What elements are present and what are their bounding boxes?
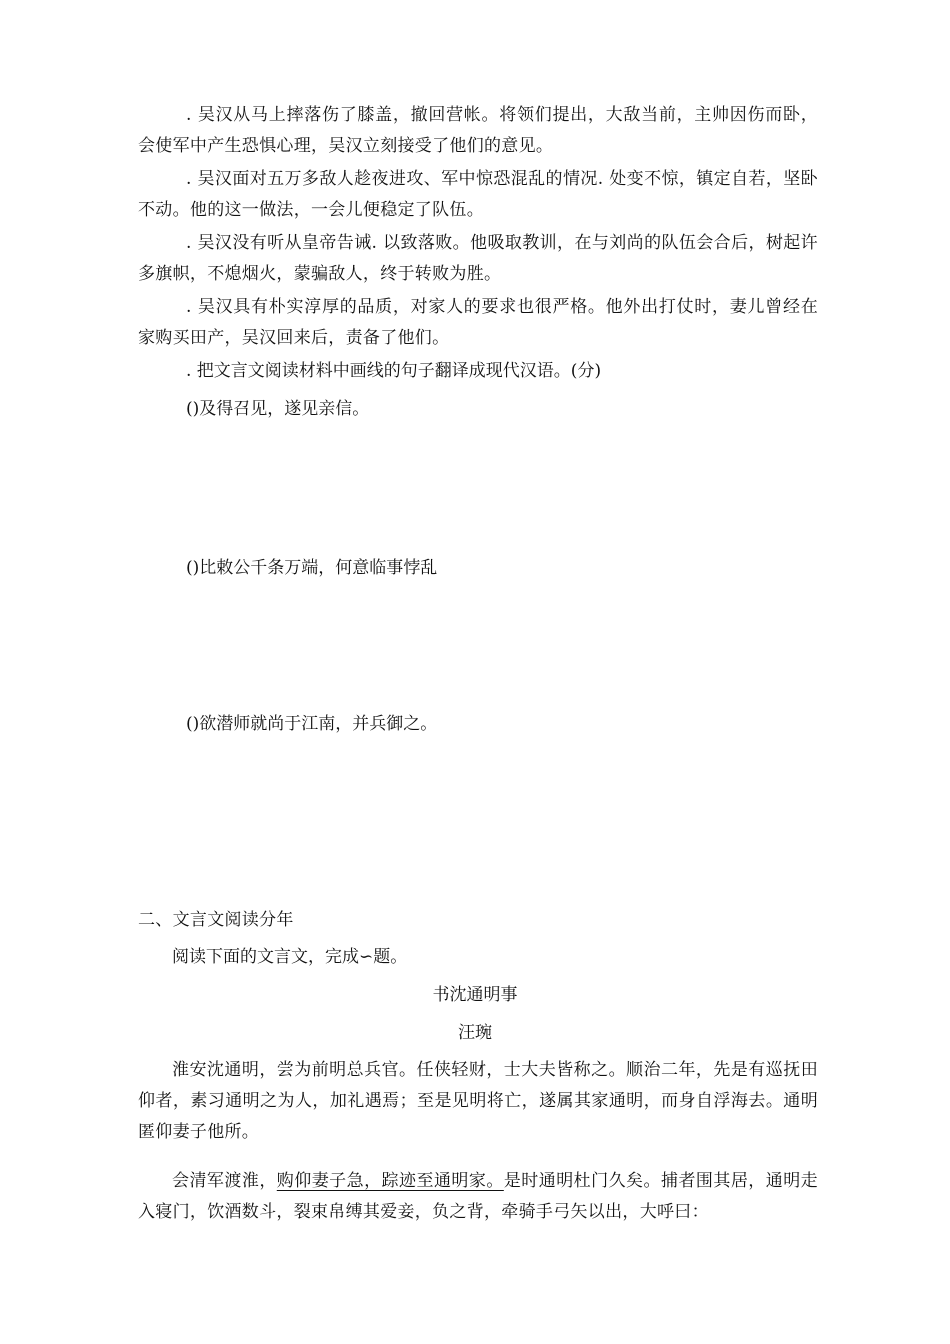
- option-d: . 吴汉具有朴实淳厚的品质，对家人的要求也很严格。他外出打仗时，妻儿曾经在家购买田产，吴汉回来后，责备了他们。: [138, 297, 818, 348]
- para2-end: 是时通明杜门久矣。捕者围其居，通明走入寝门，饮酒数斗，裂束帛缚其爱妾，负之背，牵骑手弓矢以出，大呼曰：: [138, 1171, 818, 1222]
- sentence-1: ()及得召见，遂见亲信。: [186, 399, 370, 419]
- option-a: . 吴汉从马上摔落伤了膝盖，撤回营帐。将领们提出，大敌当前，主帅因伤而卧，会使军中产生恐惧心理，吴汉立刻接受了他们的意见。: [138, 105, 818, 156]
- option-b: . 吴汉面对五万多敌人趁夜进攻、军中惊恐混乱的情况. 处变不惊，镇定自若，坚卧不动。他的这一做法，一会儿便稳定了队伍。: [138, 169, 818, 220]
- translation-task: . 把文言文阅读材料中画线的句子翻译成现代汉语。(分): [186, 361, 602, 381]
- section-instruction: 阅读下面的文言文，完成∽题。: [172, 947, 408, 967]
- sentence-2: ()比敕公千条万端，何意临事悖乱: [186, 558, 438, 578]
- sentence-3: ()欲潜师就尚于江南，并兵御之。: [186, 714, 438, 734]
- passage-author: 汪琬: [458, 1023, 492, 1043]
- passage-paragraph-2: [138, 1166, 818, 1228]
- passage-title: 书沈通明事: [432, 985, 518, 1005]
- section-heading: 二、文言文阅读分年: [138, 910, 294, 930]
- passage-paragraph-1: 淮安沈通明，尝为前明总兵官。任侠轻财，士大夫皆称之。顺治二年，先是有巡抚田仰者，素习通明之为人，加礼遇焉；至是见明将亡，遂属其家通明，而身自浮海去。通明匿仰妻子他所。: [138, 1060, 818, 1142]
- para2-start: 会清军渡淮，: [172, 1171, 277, 1191]
- underlined-sentence: 购仰妻子急，踪迹至通明家。: [276, 1171, 504, 1191]
- option-c: . 吴汉没有听从皇帝告诫. 以致落败。他吸取教训，在与刘尚的队伍会合后，树起许多旗帜，不熄烟火，蒙骗敌人，终于转败为胜。: [138, 233, 818, 284]
